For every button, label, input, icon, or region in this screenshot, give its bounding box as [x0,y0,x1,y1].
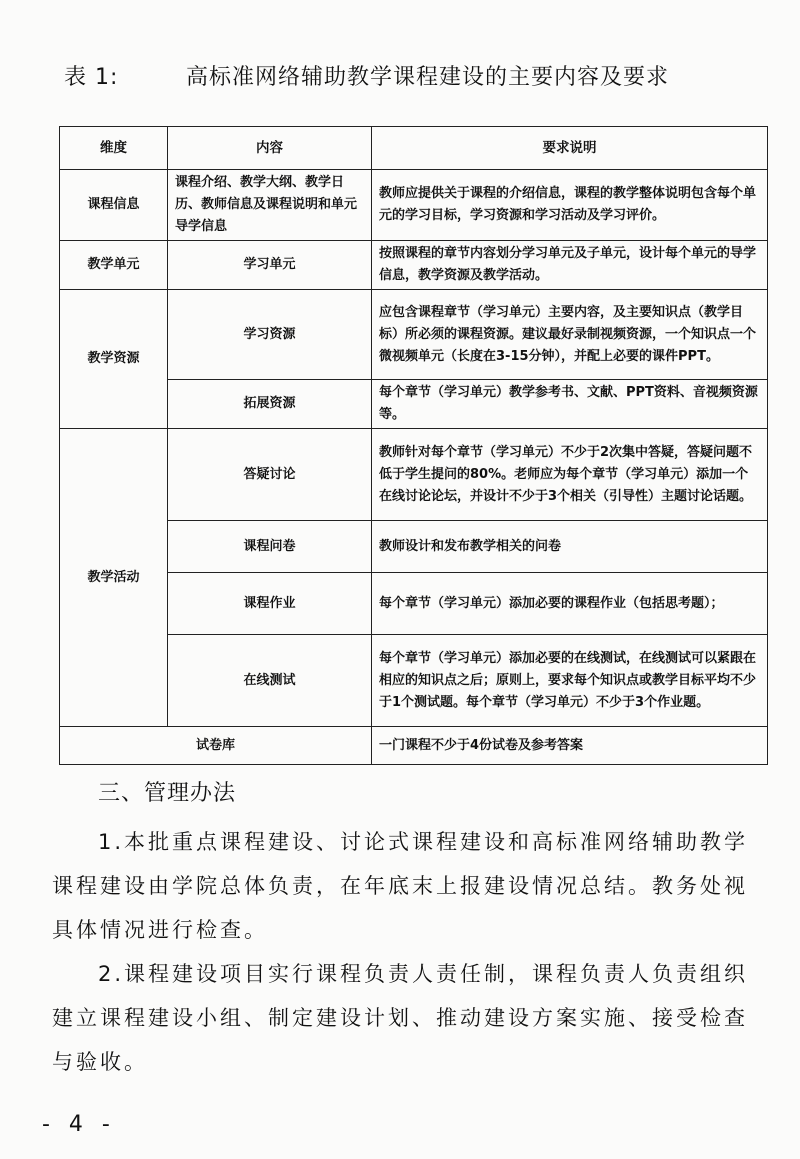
description-cell: 每个章节（学习单元）教学参考书、文献、PPT资料、音视频资源等。 [372,380,768,429]
dimension-cell: 教学活动 [60,429,168,727]
table-row [60,429,768,521]
content-cell: 学习单元 [168,241,372,290]
table-title [64,60,669,91]
content-cell: 课程作业 [168,573,372,635]
content-cell: 拓展资源 [168,380,372,429]
table-label: 表 1: [64,65,119,90]
page-number: - 4 - [42,1112,116,1137]
content-cell: 答疑讨论 [168,429,372,521]
content-cell: 学习资源 [168,290,372,380]
paragraph: 2.课程建设项目实行课程负责人责任制，课程负责人负责组织建立课程建设小组、制定建设计划、推动建设方案实施、接受检查与验收。 [52,962,749,1074]
header-content: 内容 [168,127,372,170]
dimension-cell: 教学资源 [60,290,168,429]
content-cell: 课程问卷 [168,521,372,573]
section-heading: 三、管理办法 [98,781,237,806]
paragraph: 1.本批重点课程建设、讨论式课程建设和高标准网络辅助教学课程建设由学院总体负责，在年底末上报建设情况总结。教务处视具体情况进行检查。 [52,830,749,942]
dimension-cell: 教学单元 [60,241,168,290]
dimension-cell: 课程信息 [60,170,168,241]
dimension-cell: 试卷库 [60,727,372,765]
table-row [60,290,768,380]
description-cell: 教师设计和发布教学相关的问卷 [372,521,768,573]
description-cell: 一门课程不少于4份试卷及参考答案 [372,727,768,765]
content-cell: 在线测试 [168,635,372,727]
description-cell: 每个章节（学习单元）添加必要的在线测试，在线测试可以紧跟在相应的知识点之后；原则上，要求每个知识点或教学目标平均不少于1个测试题。每个章节（学习单元）不少于3个作业题。 [372,635,768,727]
table-caption: 高标准网络辅助教学课程建设的主要内容及要求 [186,65,670,90]
description-cell: 教师针对每个章节（学习单元）不少于2次集中答疑，答疑问题不低于学生提问的80%。老师应为每个章节（学习单元）添加一个在线讨论论坛，并设计不少于3个相关（引导性）主题讨论话题。 [372,429,768,521]
requirements-table [59,126,768,765]
description-cell: 应包含课程章节（学习单元）主要内容，及主要知识点（教学目标）所必须的课程资源。建议最好录制视频资源，一个知识点一个微视频单元（长度在3-15分钟），并配上必要的课件PPT。 [372,290,768,380]
table-row [60,241,768,290]
content-cell: 课程介绍、教学大纲、教学日历、教师信息及课程说明和单元导学信息 [168,170,372,241]
table-row [60,727,768,765]
description-cell: 教师应提供关于课程的介绍信息，课程的教学整体说明包含每个单元的学习目标，学习资源和学习活动及学习评价。 [372,170,768,241]
header-requirement: 要求说明 [372,127,768,170]
table-row [60,170,768,241]
description-cell: 每个章节（学习单元）添加必要的课程作业（包括思考题）； [372,573,768,635]
table-header-row [60,127,768,170]
header-dimension: 维度 [60,127,168,170]
description-cell: 按照课程的章节内容划分学习单元及子单元，设计每个单元的导学信息，教学资源及教学活动。 [372,241,768,290]
